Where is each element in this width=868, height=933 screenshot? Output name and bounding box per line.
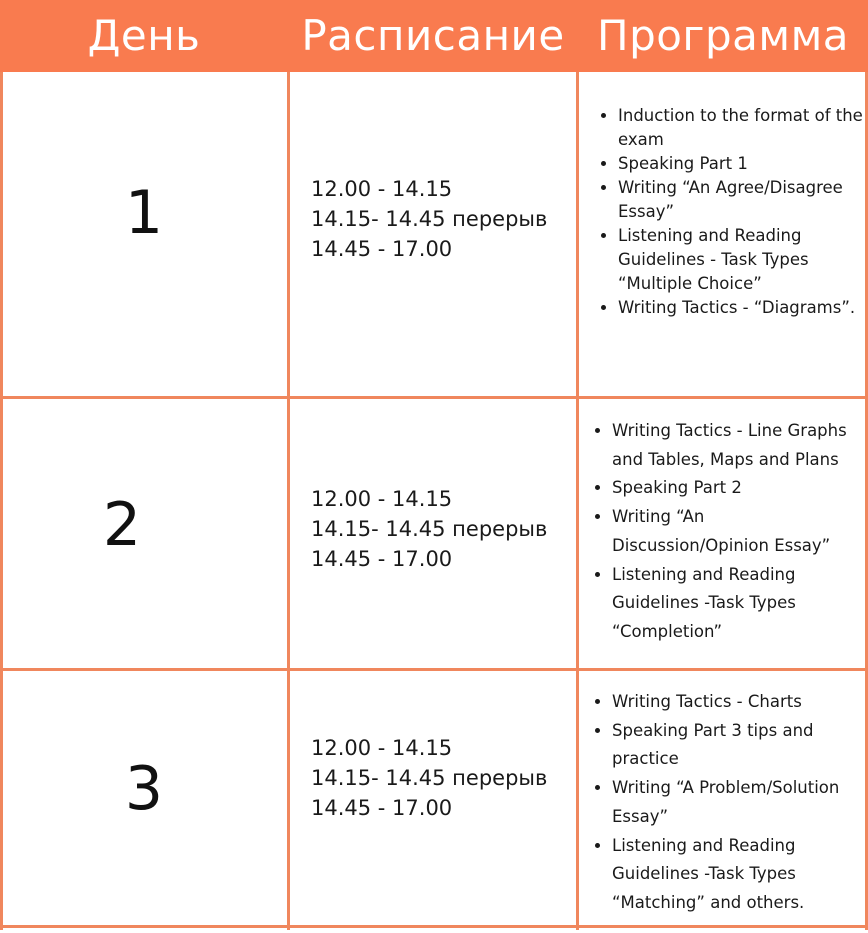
- program-cell: [582, 417, 866, 647]
- schedule-line: 14.15- 14.45 перерыв: [311, 766, 548, 790]
- day-number: 1: [124, 178, 164, 248]
- program-item: • Writing Tactics - “Diagrams”.: [618, 296, 866, 320]
- schedule-cell: [311, 484, 573, 574]
- program-item: • Speaking Part 1: [618, 152, 866, 176]
- program-item: • Listening and Reading Guidelines -Task Types “Matching” and others.: [612, 832, 866, 918]
- program-item: • Speaking Part 3 tips and practice: [612, 717, 866, 774]
- program-item: • Writing Tactics - Charts: [612, 688, 866, 717]
- schedule-line: 12.00 - 14.15: [311, 177, 453, 201]
- schedule-line: 14.45 - 17.00: [311, 547, 453, 571]
- header-schedule: Расписание: [301, 11, 565, 60]
- schedule-cell: [311, 733, 573, 823]
- schedule-line: 14.45 - 17.00: [311, 237, 453, 261]
- program-item: • Writing “An Discussion/Opinion Essay”: [612, 503, 866, 560]
- program-item: • Writing “An Agree/Disagree Essay”: [618, 176, 866, 224]
- program-item: • Listening and Reading Guidelines -Task Types “Completion”: [612, 561, 866, 647]
- program-item: • Speaking Part 2: [612, 474, 866, 503]
- day-number: 2: [102, 490, 142, 560]
- program-item: • Writing “A Problem/Solution Essay”: [612, 774, 866, 831]
- schedule-line: 14.45 - 17.00: [311, 796, 453, 820]
- schedule-line: 14.15- 14.45 перерыв: [311, 517, 548, 541]
- header-day: День: [87, 11, 201, 60]
- program-cell: [582, 104, 866, 320]
- grid-divider: [0, 668, 868, 671]
- schedule-line: 12.00 - 14.15: [311, 736, 453, 760]
- schedule-line: 12.00 - 14.15: [311, 487, 453, 511]
- program-item: • Induction to the format of the exam: [618, 104, 866, 152]
- program-cell: [582, 688, 866, 918]
- schedule-cell: [311, 174, 573, 264]
- table-header: [0, 0, 868, 72]
- schedule-line: 14.15- 14.45 перерыв: [311, 207, 548, 231]
- header-program: Программа: [596, 11, 849, 60]
- grid-divider: [0, 396, 868, 399]
- program-item: • Writing Tactics - Line Graphs and Tables, Maps and Plans: [612, 417, 866, 474]
- day-number: 3: [124, 754, 164, 824]
- grid-divider: [576, 72, 579, 930]
- grid-divider: [0, 925, 868, 928]
- program-item: • Listening and Reading Guidelines - Task Types “Multiple Choice”: [618, 224, 866, 296]
